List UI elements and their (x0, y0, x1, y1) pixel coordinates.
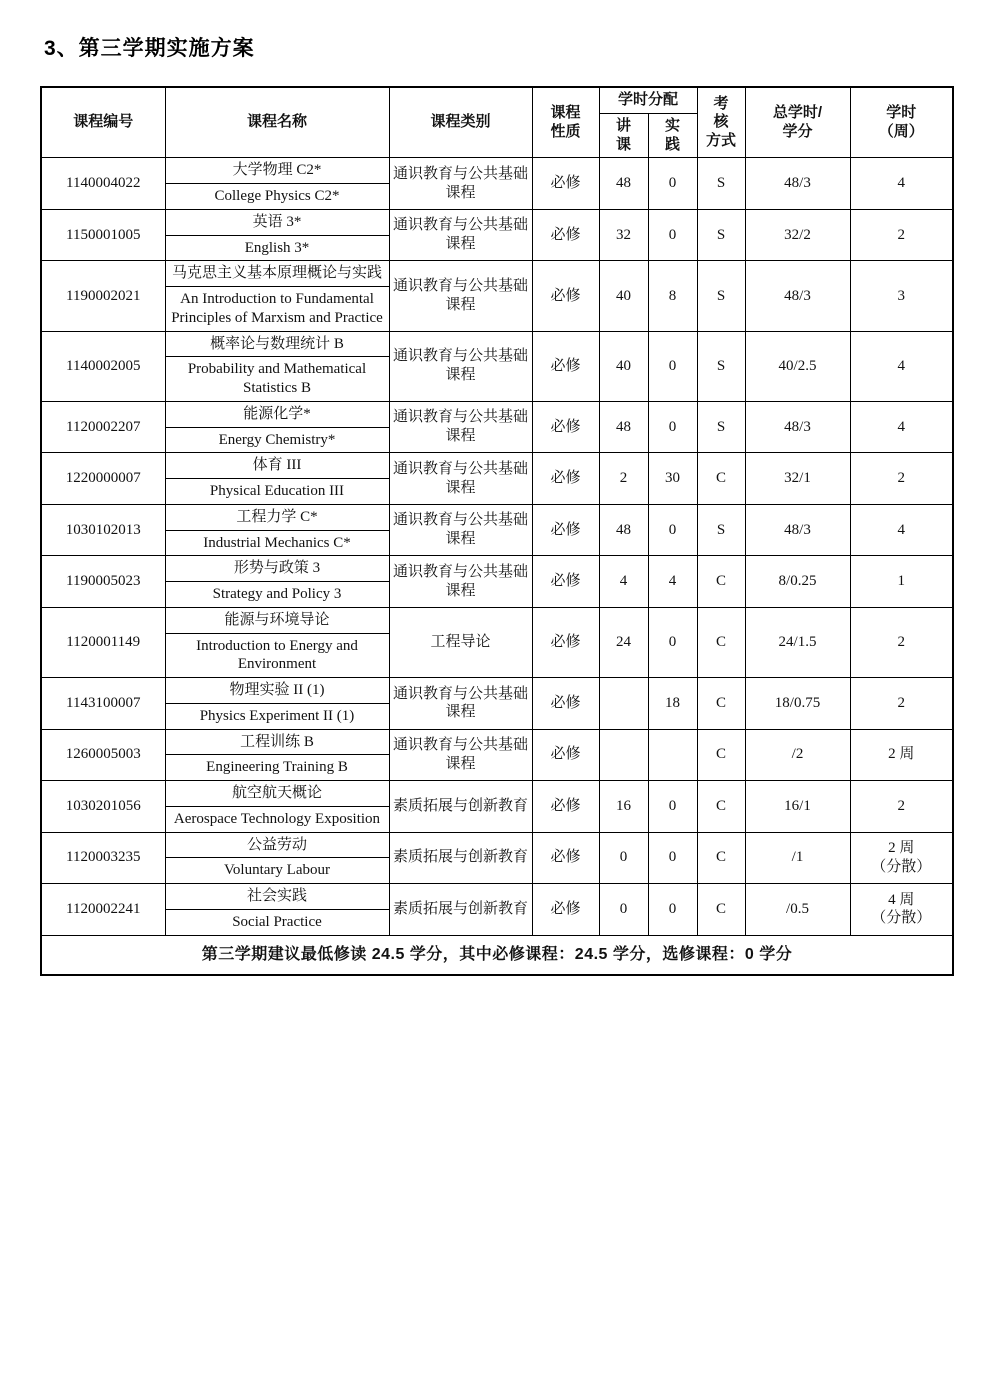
cell-course-name-cn: 体育 III (165, 453, 389, 479)
cell-course-property: 必修 (532, 729, 599, 781)
cell-course-property: 必修 (532, 504, 599, 556)
cell-lecture-hours: 0 (599, 832, 648, 884)
cell-course-category: 通识教育与公共基础课程 (389, 401, 532, 453)
cell-weekly-hours: 2 (850, 781, 953, 833)
table-row (41, 884, 953, 910)
cell-course-name-cn: 物理实验 II (1) (165, 678, 389, 704)
cell-weekly-hours: 2 周 （分散） (850, 832, 953, 884)
cell-exam-method: S (697, 261, 745, 331)
cell-course-name-en: Probability and Mathematical Statistics B (165, 357, 389, 402)
table-row (41, 678, 953, 704)
cell-course-code: 1120003235 (41, 832, 165, 884)
cell-practice-hours: 18 (648, 678, 697, 730)
cell-course-name-cn: 工程力学 C* (165, 504, 389, 530)
cell-course-name-en: Physics Experiment II (1) (165, 703, 389, 729)
cell-total-hours-credits: 8/0.25 (745, 556, 850, 608)
header-course-property (532, 87, 599, 158)
cell-course-name-en: Industrial Mechanics C* (165, 530, 389, 556)
cell-course-code: 1140002005 (41, 331, 165, 401)
cell-course-category: 通识教育与公共基础课程 (389, 331, 532, 401)
cell-exam-method: C (697, 678, 745, 730)
header-total-line1: 总学时/ (772, 103, 823, 121)
header-total-hours-credits (745, 87, 850, 158)
cell-course-name-en: An Introduction to Fundamental Principles of Marxism and Practice (165, 287, 389, 332)
cell-course-code: 1030102013 (41, 504, 165, 556)
table-row (41, 331, 953, 357)
table-row (41, 607, 953, 633)
header-exam-method-line1: 考 (713, 94, 729, 112)
header-total-line2: 学分 (782, 122, 813, 140)
cell-course-name-cn: 公益劳动 (165, 832, 389, 858)
table-row (41, 401, 953, 427)
cell-course-name-cn: 社会实践 (165, 884, 389, 910)
table-row (41, 453, 953, 479)
cell-course-code: 1143100007 (41, 678, 165, 730)
table-row (41, 261, 953, 287)
cell-practice-hours: 0 (648, 832, 697, 884)
cell-course-code: 1030201056 (41, 781, 165, 833)
cell-weekly-hours: 4 (850, 331, 953, 401)
cell-weekly-hours: 4 周 （分散） (850, 884, 953, 936)
cell-total-hours-credits: /0.5 (745, 884, 850, 936)
header-weekly-hours (850, 87, 953, 158)
table-row (41, 781, 953, 807)
cell-course-category: 素质拓展与创新教育 (389, 832, 532, 884)
cell-exam-method: C (697, 832, 745, 884)
cell-course-name-cn: 能源与环境导论 (165, 607, 389, 633)
cell-course-code: 1150001005 (41, 209, 165, 261)
cell-course-code: 1260005003 (41, 729, 165, 781)
cell-total-hours-credits: 32/1 (745, 453, 850, 505)
cell-course-category: 通识教育与公共基础课程 (389, 504, 532, 556)
header-practice-hours (648, 113, 697, 158)
header-lecture-hours (599, 113, 648, 158)
cell-total-hours-credits: /1 (745, 832, 850, 884)
cell-exam-method: C (697, 607, 745, 677)
cell-practice-hours: 4 (648, 556, 697, 608)
cell-course-name-cn: 概率论与数理统计 B (165, 331, 389, 357)
cell-lecture-hours: 24 (599, 607, 648, 677)
cell-course-name-en: Strategy and Policy 3 (165, 582, 389, 608)
cell-course-name-cn: 工程训练 B (165, 729, 389, 755)
table-row (41, 209, 953, 235)
cell-weekly-hours: 2 周 (850, 729, 953, 781)
header-weekly-line2: （周） (878, 122, 924, 140)
cell-weekly-hours: 3 (850, 261, 953, 331)
cell-lecture-hours: 48 (599, 401, 648, 453)
cell-course-code: 1120002207 (41, 401, 165, 453)
table-header (41, 87, 953, 158)
cell-course-code: 1220000007 (41, 453, 165, 505)
cell-course-name-en: Introduction to Energy and Environment (165, 633, 389, 678)
cell-lecture-hours: 16 (599, 781, 648, 833)
cell-course-name-en: Voluntary Labour (165, 858, 389, 884)
cell-course-property: 必修 (532, 832, 599, 884)
cell-lecture-hours: 0 (599, 884, 648, 936)
cell-practice-hours: 0 (648, 607, 697, 677)
cell-course-category: 通识教育与公共基础课程 (389, 678, 532, 730)
cell-lecture-hours (599, 729, 648, 781)
cell-course-category: 通识教育与公共基础课程 (389, 158, 532, 210)
cell-exam-method: S (697, 209, 745, 261)
cell-course-name-cn: 英语 3* (165, 209, 389, 235)
cell-practice-hours: 0 (648, 781, 697, 833)
cell-weekly-hours: 2 (850, 678, 953, 730)
cell-course-property: 必修 (532, 678, 599, 730)
cell-course-category: 通识教育与公共基础课程 (389, 261, 532, 331)
cell-exam-method: C (697, 781, 745, 833)
cell-exam-method: C (697, 729, 745, 781)
page-title: 3、第三学期实施方案 (44, 37, 255, 60)
cell-weekly-hours: 4 (850, 401, 953, 453)
header-exam-method-line2: 核 (713, 113, 729, 131)
cell-course-property: 必修 (532, 453, 599, 505)
cell-course-property: 必修 (532, 401, 599, 453)
cell-lecture-hours: 2 (599, 453, 648, 505)
cell-lecture-hours: 40 (599, 261, 648, 331)
cell-course-property: 必修 (532, 607, 599, 677)
cell-course-name-en: Energy Chemistry* (165, 427, 389, 453)
cell-practice-hours: 0 (648, 158, 697, 210)
cell-course-name-en: Social Practice (165, 909, 389, 935)
cell-course-name-cn: 大学物理 C2* (165, 158, 389, 184)
header-row-top (41, 87, 953, 113)
cell-practice-hours: 0 (648, 331, 697, 401)
cell-exam-method: S (697, 158, 745, 210)
cell-course-code: 1120002241 (41, 884, 165, 936)
cell-total-hours-credits: 48/3 (745, 401, 850, 453)
cell-course-name-cn: 能源化学* (165, 401, 389, 427)
table-row (41, 556, 953, 582)
cell-weekly-hours: 4 (850, 158, 953, 210)
header-practice-line2: 践 (665, 135, 681, 153)
cell-total-hours-credits: 48/3 (745, 504, 850, 556)
cell-exam-method: C (697, 453, 745, 505)
cell-course-name-en: Aerospace Technology Exposition (165, 806, 389, 832)
cell-course-category: 通识教育与公共基础课程 (389, 453, 532, 505)
cell-weekly-hours: 1 (850, 556, 953, 608)
cell-course-name-en: Physical Education III (165, 479, 389, 505)
cell-course-property: 必修 (532, 556, 599, 608)
cell-total-hours-credits: 32/2 (745, 209, 850, 261)
cell-practice-hours: 8 (648, 261, 697, 331)
cell-course-code: 1190005023 (41, 556, 165, 608)
cell-course-name-cn: 马克思主义基本原理概论与实践 (165, 261, 389, 287)
cell-practice-hours: 30 (648, 453, 697, 505)
cell-total-hours-credits: 48/3 (745, 158, 850, 210)
cell-lecture-hours: 48 (599, 158, 648, 210)
cell-total-hours-credits: /2 (745, 729, 850, 781)
cell-course-property: 必修 (532, 261, 599, 331)
header-hours-allocation: 学时分配 (599, 87, 697, 113)
header-weekly-line1: 学时 (886, 103, 917, 121)
cell-practice-hours: 0 (648, 504, 697, 556)
cell-total-hours-credits: 48/3 (745, 261, 850, 331)
cell-practice-hours (648, 729, 697, 781)
table-row (41, 504, 953, 530)
header-course-property-line1: 课程 (550, 103, 581, 121)
cell-lecture-hours: 32 (599, 209, 648, 261)
cell-course-property: 必修 (532, 331, 599, 401)
cell-total-hours-credits: 40/2.5 (745, 331, 850, 401)
table-row (41, 729, 953, 755)
header-course-property-line2: 性质 (550, 122, 581, 140)
header-course-category: 课程类别 (389, 87, 532, 158)
cell-course-category: 通识教育与公共基础课程 (389, 209, 532, 261)
cell-weekly-hours: 4 (850, 504, 953, 556)
cell-lecture-hours: 48 (599, 504, 648, 556)
cell-total-hours-credits: 24/1.5 (745, 607, 850, 677)
cell-course-code: 1140004022 (41, 158, 165, 210)
cell-weekly-hours: 2 (850, 209, 953, 261)
cell-course-category: 工程导论 (389, 607, 532, 677)
cell-course-category: 素质拓展与创新教育 (389, 781, 532, 833)
cell-course-code: 1120001149 (41, 607, 165, 677)
credit-summary: 第三学期建议最低修读 24.5 学分，其中必修课程：24.5 学分，选修课程：0 学分 (41, 935, 953, 975)
cell-course-code: 1190002021 (41, 261, 165, 331)
cell-course-name-en: College Physics C2* (165, 184, 389, 210)
cell-practice-hours: 0 (648, 209, 697, 261)
cell-practice-hours: 0 (648, 401, 697, 453)
cell-course-name-cn: 形势与政策 3 (165, 556, 389, 582)
header-exam-method (697, 87, 745, 158)
cell-course-property: 必修 (532, 158, 599, 210)
table-body (41, 158, 953, 935)
cell-course-property: 必修 (532, 209, 599, 261)
header-exam-method-line3: 方式 (706, 132, 737, 149)
cell-exam-method: S (697, 401, 745, 453)
cell-exam-method: S (697, 331, 745, 401)
summary-row (41, 935, 953, 975)
cell-lecture-hours (599, 678, 648, 730)
cell-course-property: 必修 (532, 884, 599, 936)
cell-course-property: 必修 (532, 781, 599, 833)
table-row (41, 832, 953, 858)
cell-exam-method: S (697, 504, 745, 556)
cell-exam-method: C (697, 884, 745, 936)
cell-course-name-en: Engineering Training B (165, 755, 389, 781)
cell-lecture-hours: 40 (599, 331, 648, 401)
cell-exam-method: C (697, 556, 745, 608)
cell-course-category: 素质拓展与创新教育 (389, 884, 532, 936)
cell-course-name-cn: 航空航天概论 (165, 781, 389, 807)
header-lecture-line2: 课 (615, 135, 631, 153)
cell-total-hours-credits: 18/0.75 (745, 678, 850, 730)
header-lecture-line1: 讲 (615, 116, 631, 134)
header-practice-line1: 实 (665, 116, 681, 134)
table-footer (41, 935, 953, 975)
cell-practice-hours: 0 (648, 884, 697, 936)
table-row (41, 158, 953, 184)
cell-lecture-hours: 4 (599, 556, 648, 608)
cell-course-category: 通识教育与公共基础课程 (389, 729, 532, 781)
cell-total-hours-credits: 16/1 (745, 781, 850, 833)
cell-course-category: 通识教育与公共基础课程 (389, 556, 532, 608)
cell-course-name-en: English 3* (165, 235, 389, 261)
cell-weekly-hours: 2 (850, 453, 953, 505)
cell-weekly-hours: 2 (850, 607, 953, 677)
course-plan-table (40, 86, 954, 976)
header-course-code: 课程编号 (41, 87, 165, 158)
header-course-name: 课程名称 (165, 87, 389, 158)
